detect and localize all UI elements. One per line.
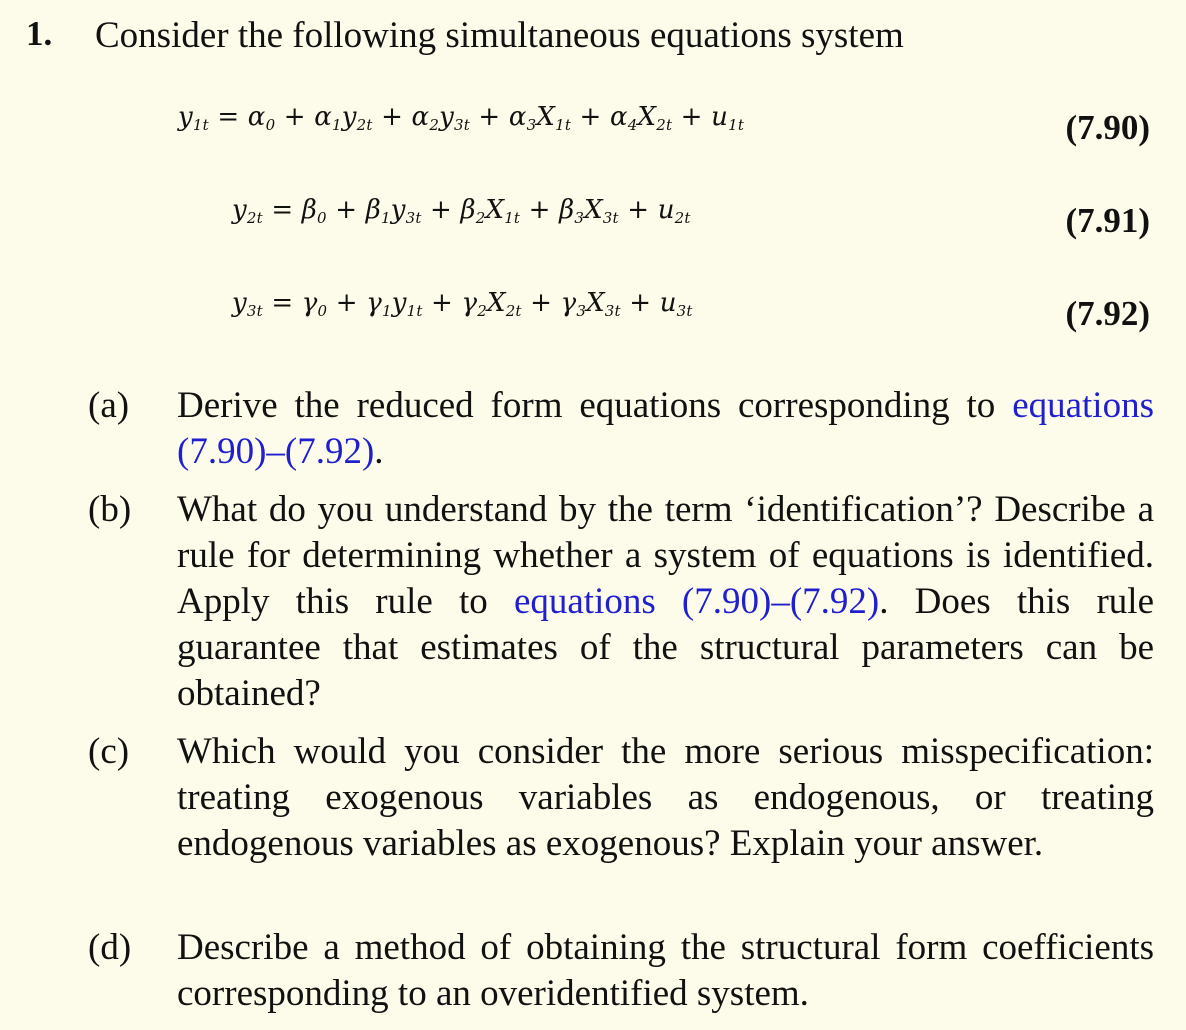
part-a-label: (a) — [88, 385, 130, 426]
part-a-equation-link[interactable]: equations (7.90)–(7.92) — [177, 385, 1154, 472]
part-a-body — [177, 383, 1154, 475]
equation-7-90: $y_{1t} = \alpha_0 + \alpha_1y_{2t} + \alpha_2y_{3t} + \alpha_3X_{1t} + \alpha_4X_{2t} + u_{1t}$ — [178, 102, 745, 134]
equation-number-7-91: (7.91) — [1065, 201, 1150, 240]
part-b-body — [177, 487, 1154, 717]
part-a — [88, 383, 1154, 475]
question-number: 1. — [26, 14, 53, 53]
part-b-equation-link[interactable]: equations (7.90)–(7.92) — [513, 581, 880, 622]
part-b — [88, 487, 1154, 717]
equation-7-91: $y_{2t} = \beta_0 + \beta_1y_{3t} + \beta_2X_{1t} + \beta_3X_{3t} + u_{2t}$ — [232, 195, 691, 227]
equation-number-7-92: (7.92) — [1065, 294, 1150, 333]
part-d — [88, 925, 1154, 1017]
equation-7-92: $y_{3t} = \gamma_0 + \gamma_1y_{1t} + \gamma_2X_{2t} + \gamma_3X_{3t} + u_{3t}$ — [232, 288, 693, 320]
part-b-text-2: . Does this rule guarantee that estimates of the structural parameters can be obtained? — [177, 581, 1155, 714]
part-c — [88, 729, 1154, 867]
equation-number-7-90: (7.90) — [1065, 108, 1150, 147]
question-intro: Consider the following simultaneous equations system — [95, 15, 904, 56]
part-b-label: (b) — [88, 489, 132, 530]
part-c-text: Which would you consider the more serious misspecification: treating exogenous variables as endogenous, or treating endogenous variables as exogenous? Explain your answer. — [177, 731, 1154, 864]
part-d-label: (d) — [88, 927, 132, 968]
part-c-label: (c) — [88, 731, 130, 772]
part-a-tail: . — [374, 431, 384, 472]
part-d-text: Describe a method of obtaining the structural form coefficients corresponding to an overidentified system. — [177, 927, 1154, 1014]
part-a-text: Derive the reduced form equations corresponding to — [177, 385, 996, 426]
part-b-text-1: What do you understand by the term ‘identification’? Describe a rule for determining whether a system of equations is identified. Apply this rule to — [177, 489, 1154, 622]
